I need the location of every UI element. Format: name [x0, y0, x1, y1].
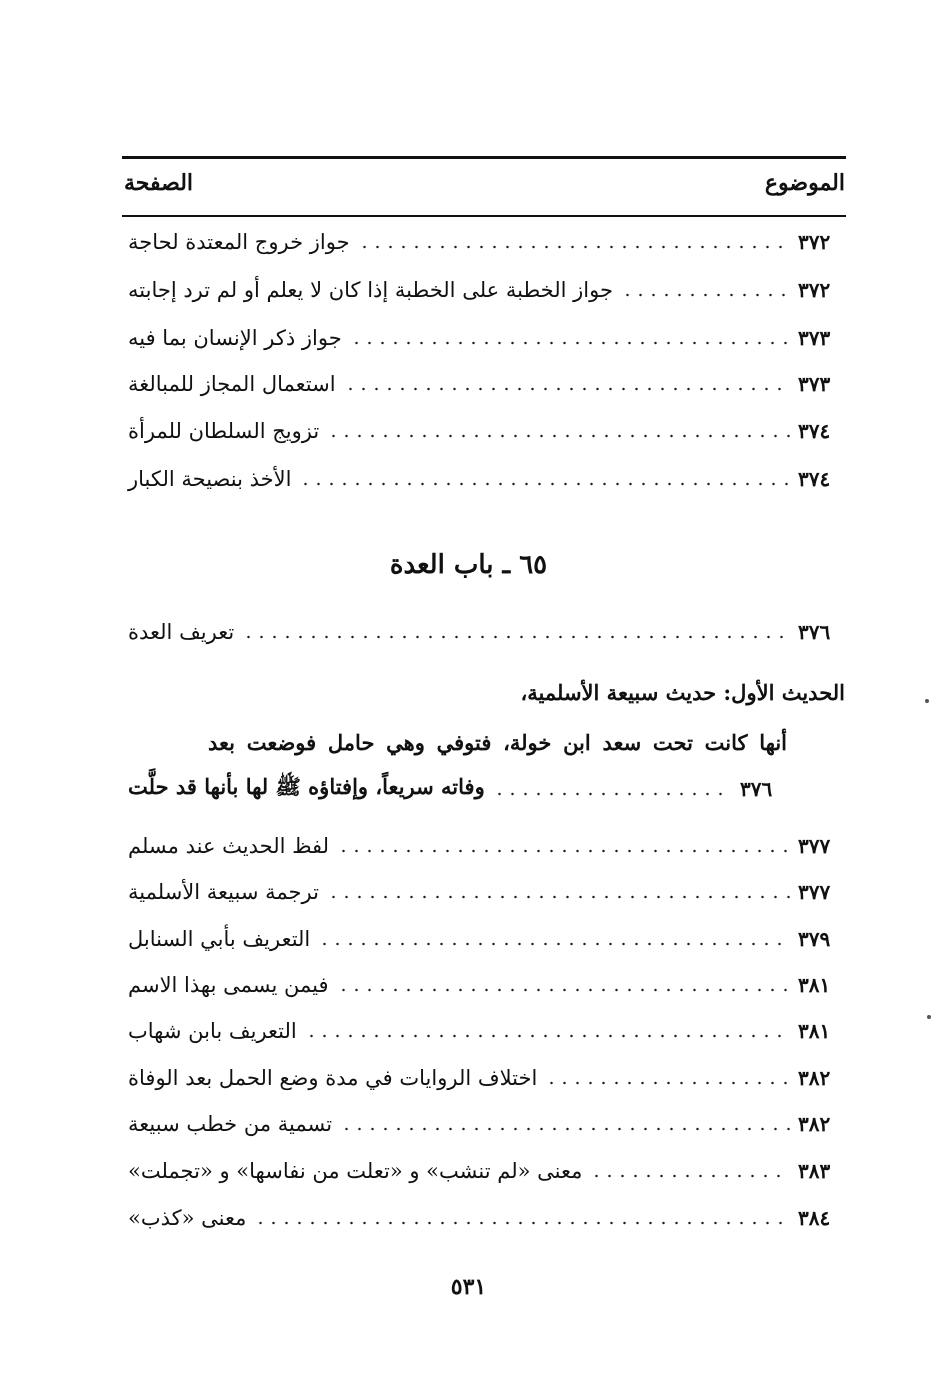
- entry-topic: التعريف بأبي السنابل: [128, 927, 311, 951]
- entry-topic: الأخذ بنصيحة الكبار: [128, 467, 292, 491]
- dot-leader: [340, 1127, 790, 1131]
- entry-page: ٣٧٦: [798, 620, 831, 644]
- dot-leader: [299, 482, 790, 486]
- entry-page: ٣٧٧: [798, 834, 831, 858]
- entry-page: ٣٧٣: [798, 326, 831, 350]
- entry-page: ٣٨٢: [798, 1112, 831, 1136]
- dot-leader: [242, 635, 790, 639]
- dot-leader: [337, 988, 790, 992]
- entry-page: ٣٨١: [798, 973, 831, 997]
- entry-page: ٣٧٣: [798, 372, 831, 396]
- toc-entry[interactable]: [122, 366, 846, 402]
- dot-leader: [621, 293, 790, 297]
- page-column-header: الصفحة: [124, 170, 194, 196]
- page-number: ٥٣١: [450, 1274, 487, 1300]
- entry-topic: وفاته سريعاً، وإفتاؤه ﷺ لها بأنها قد حلَّت: [128, 773, 485, 799]
- dot-leader: [344, 387, 790, 391]
- entry-page: ٣٨٢: [798, 1066, 831, 1090]
- toc-entry[interactable]: [122, 967, 846, 1003]
- toc-entry[interactable]: [122, 1153, 846, 1189]
- toc-entry[interactable]: [122, 224, 846, 260]
- entry-topic: ترجمة سبيعة الأسلمية: [128, 880, 319, 904]
- entry-page: ٣٧٧: [798, 880, 831, 904]
- entry-topic: جواز الخطبة على الخطبة إذا كان لا يعلم أو لم ترد إجابته: [128, 278, 613, 302]
- toc-entry[interactable]: [122, 413, 846, 449]
- toc-entry[interactable]: [122, 461, 846, 497]
- entry-topic: جواز ذكر الإنسان بما فيه: [128, 326, 342, 350]
- dot-leader: [327, 895, 790, 899]
- entry-page: ٣٨١: [798, 1019, 831, 1043]
- entry-topic: اختلاف الروايات في مدة وضع الحمل بعد الوفاة: [128, 1066, 538, 1090]
- entry-topic: معنى «كذب»: [128, 1206, 247, 1230]
- entry-topic: تزويج السلطان للمرأة: [128, 419, 320, 443]
- entry-topic: لفظ الحديث عند مسلم: [128, 834, 330, 858]
- hadith-heading: الحديث الأول: حديث سبيعة الأسلمية،: [520, 680, 845, 705]
- entry-page: ٣٧٢: [798, 278, 831, 302]
- toc-entry[interactable]: [122, 614, 846, 650]
- dot-leader: [318, 942, 790, 946]
- toc-entry[interactable]: [122, 320, 846, 356]
- chapter-title: ٦٥ ـ باب العدة: [389, 550, 548, 580]
- header-rule: [122, 215, 846, 217]
- entry-topic: تسمية من خطب سبيعة: [128, 1112, 333, 1136]
- toc-entry[interactable]: [122, 921, 846, 957]
- scan-speck: [927, 1015, 931, 1019]
- entry-topic: معنى «لم تنشب» و «تعلت من نفاسها» و «تجملت»: [128, 1159, 583, 1183]
- dot-leader: [545, 1081, 790, 1085]
- entry-topic: استعمال المجاز للمبالغة: [128, 372, 336, 396]
- entry-topic: جواز خروج المعتدة لحاجة: [128, 230, 350, 254]
- entry-topic: تعريف العدة: [128, 620, 235, 644]
- dot-leader: [254, 1221, 790, 1225]
- entry-page: ٣٨٣: [798, 1159, 831, 1183]
- entry-page: ٣٨٤: [798, 1206, 831, 1230]
- topic-column-header: الموضوع: [764, 170, 845, 196]
- toc-entry-hadith[interactable]: [122, 771, 788, 807]
- dot-leader: [337, 849, 790, 853]
- toc-entry[interactable]: [122, 272, 846, 308]
- scan-speck: [925, 699, 929, 703]
- dot-leader: [305, 1034, 790, 1038]
- dot-leader: [350, 341, 790, 345]
- toc-entry[interactable]: [122, 828, 846, 864]
- entry-page: ٣٧٦: [740, 777, 773, 801]
- dot-leader: [590, 1174, 790, 1178]
- toc-entry[interactable]: [122, 1200, 846, 1236]
- entry-page: ٣٧٢: [798, 230, 831, 254]
- dot-leader: [493, 792, 732, 796]
- toc-entry[interactable]: [122, 1013, 846, 1049]
- toc-entry[interactable]: [122, 874, 846, 910]
- entry-topic: فيمن يسمى بهذا الاسم: [128, 973, 329, 997]
- entry-page: ٣٧٤: [798, 467, 831, 491]
- top-rule: [122, 156, 846, 159]
- dot-leader: [358, 245, 790, 249]
- toc-entry[interactable]: [122, 1106, 846, 1142]
- dot-leader: [327, 434, 790, 438]
- hadith-text-line: أنها كانت تحت سعد ابن خولة، فتوفي وهي حامل فوضعت بعد: [208, 730, 787, 755]
- toc-entry[interactable]: [122, 1060, 846, 1096]
- entry-page: ٣٧٤: [798, 419, 831, 443]
- entry-page: ٣٧٩: [798, 927, 831, 951]
- entry-topic: التعريف بابن شهاب: [128, 1019, 297, 1043]
